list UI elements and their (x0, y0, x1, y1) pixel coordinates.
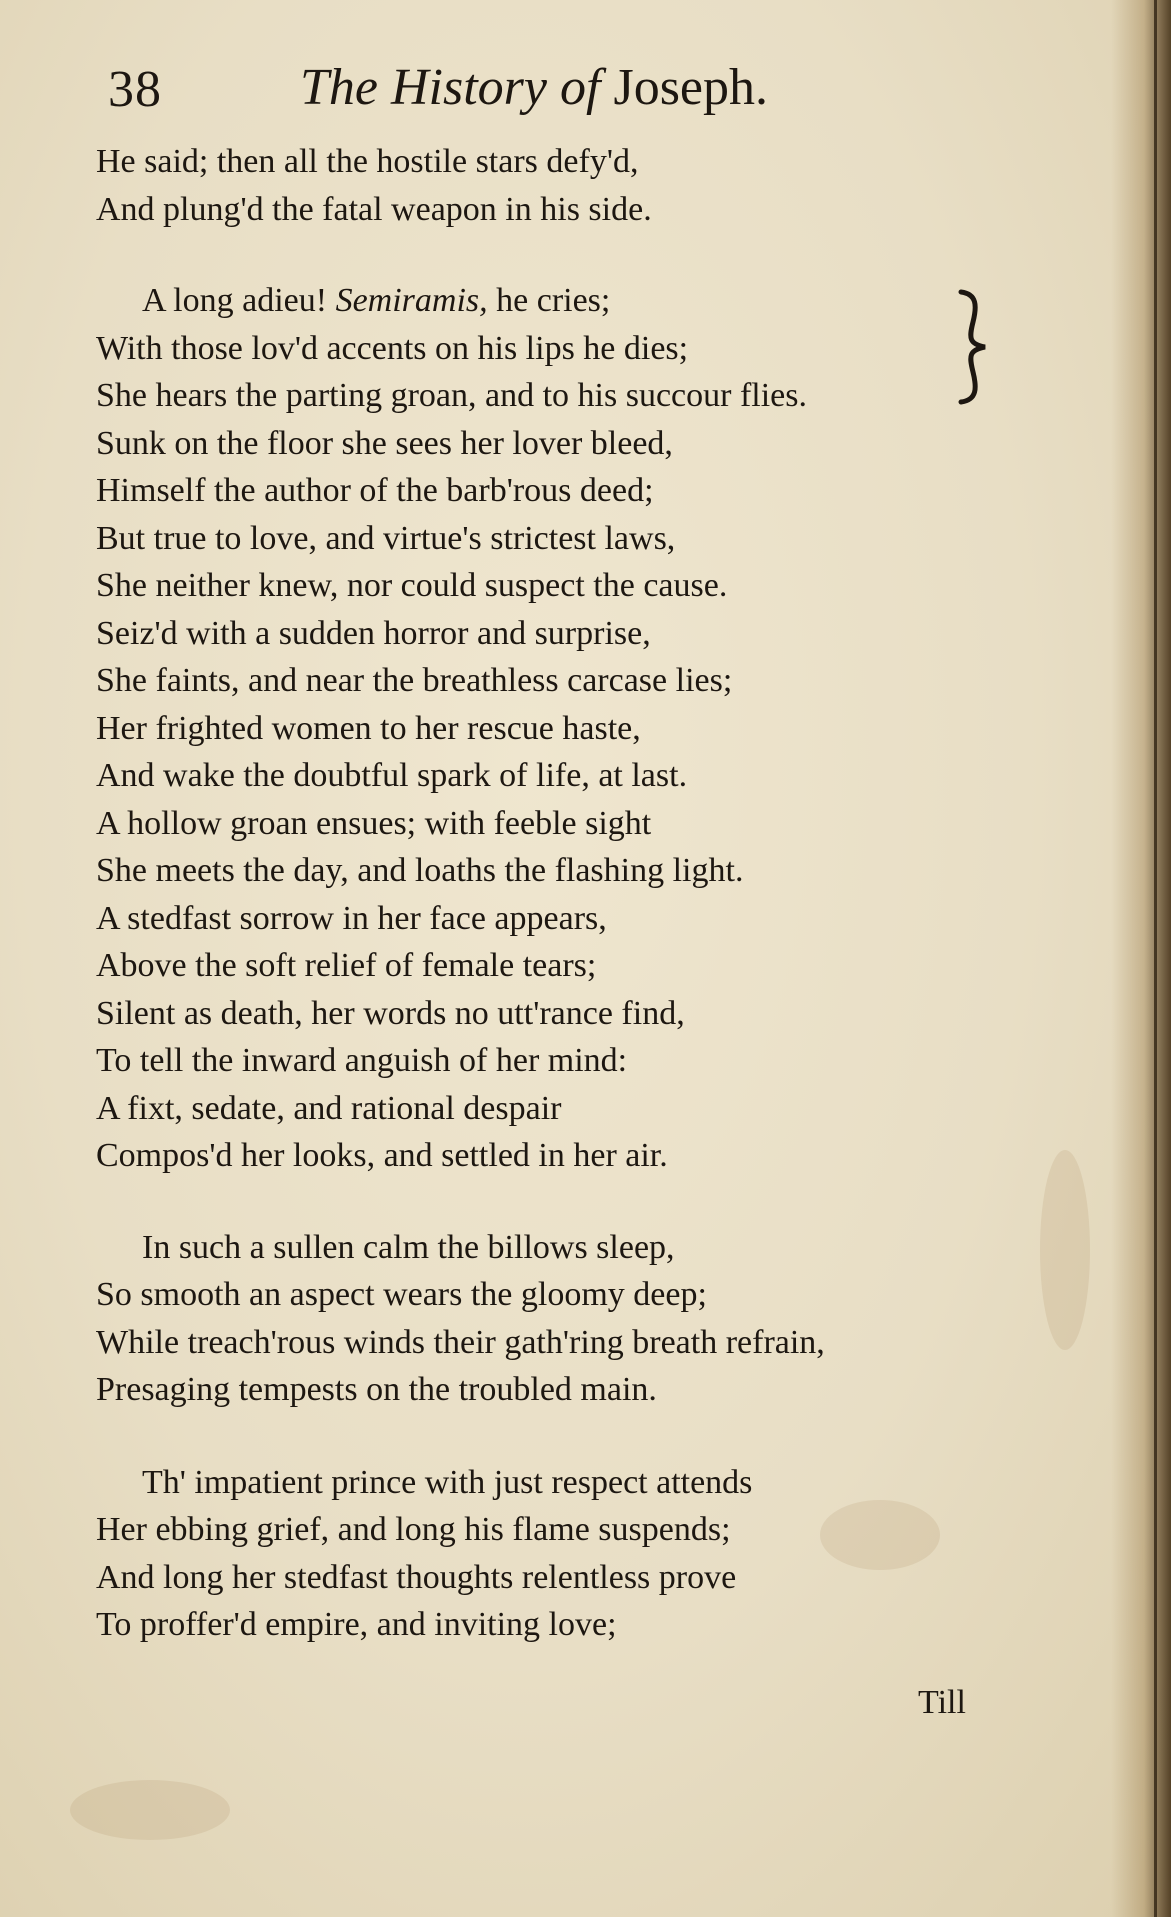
catchword: Till (918, 1684, 966, 1721)
verse-line: A hollow groan ensues; with feeble sight (96, 804, 652, 842)
page-edge (1154, 0, 1157, 1917)
paper-stain (70, 1780, 230, 1840)
verse-line: Sunk on the floor she sees her lover bleed, (96, 424, 673, 462)
verse-line: A stedfast sorrow in her face appears, (96, 899, 607, 937)
verse-line: Himself the author of the barb'rous deed; (96, 472, 654, 509)
verse-text: A long adieu! (142, 282, 336, 319)
paper-stain (1040, 1150, 1090, 1350)
running-title-roman: Joseph. (613, 59, 769, 116)
verse-line: In such a sullen calm the billows sleep, (142, 1228, 675, 1266)
verse-line: Seiz'd with a sudden horror and surprise, (96, 614, 651, 652)
verse-italic-name: Semiramis, (335, 282, 488, 319)
verse-line: Silent as death, her words no utt'rance find, (96, 994, 685, 1032)
running-title (300, 58, 768, 117)
verse-line: A fixt, sedate, and rational despair (96, 1089, 562, 1127)
verse-line: Her ebbing grief, and long his flame suspends; (96, 1511, 731, 1548)
verse-line: And wake the doubtful spark of life, at last. (96, 757, 688, 794)
stanza-gap (96, 1180, 1036, 1224)
stanza-gap (96, 233, 1036, 277)
verse-line: While treach'rous winds their gath'ring breath refrain, (96, 1323, 825, 1361)
verse-line: Compos'd her looks, and settled in her air. (96, 1137, 668, 1174)
verse-line (96, 277, 1036, 325)
verse-line: She neither knew, nor could suspect the cause. (96, 567, 728, 604)
verse-line: He said; then all the hostile stars defy'd, (96, 143, 639, 180)
stanza (96, 1459, 1036, 1649)
stanza (96, 1224, 1036, 1414)
verse-line: Th' impatient prince with just respect attends (142, 1463, 753, 1501)
running-header (0, 52, 1171, 132)
verse-line: Her frighted women to her rescue haste, (96, 709, 641, 747)
verse-line: And plung'd the fatal weapon in his side. (96, 190, 652, 228)
page-edge-shadow (1111, 0, 1171, 1917)
verse-line: And long her stedfast thoughts relentless prove (96, 1558, 737, 1596)
running-title-italic: The History of (300, 59, 601, 116)
verse-line: Above the soft relief of female tears; (96, 947, 597, 984)
stanza (96, 138, 1036, 233)
triplet-brace-icon (955, 288, 995, 406)
verse-line: To tell the inward anguish of her mind: (96, 1042, 628, 1079)
verse-line: But true to love, and virtue's strictest laws, (96, 519, 676, 557)
verse-text: he cries; (487, 282, 611, 319)
stanza (96, 277, 1036, 1180)
verse-line: She hears the parting groan, and to his succour flies. (96, 377, 807, 414)
verse-line: She faints, and near the breathless carcase lies; (96, 662, 733, 699)
page-number: 38 (108, 61, 162, 118)
verse-line: She meets the day, and loaths the flashing light. (96, 852, 744, 889)
verse-line: Presaging tempests on the troubled main. (96, 1371, 657, 1408)
verse-line: To proffer'd empire, and inviting love; (96, 1606, 617, 1643)
verse-line: With those lov'd accents on his lips he dies; (96, 329, 689, 367)
verse-line: So smooth an aspect wears the gloomy deep; (96, 1276, 707, 1313)
poem-text (96, 138, 1036, 1649)
stanza-gap (96, 1414, 1036, 1459)
